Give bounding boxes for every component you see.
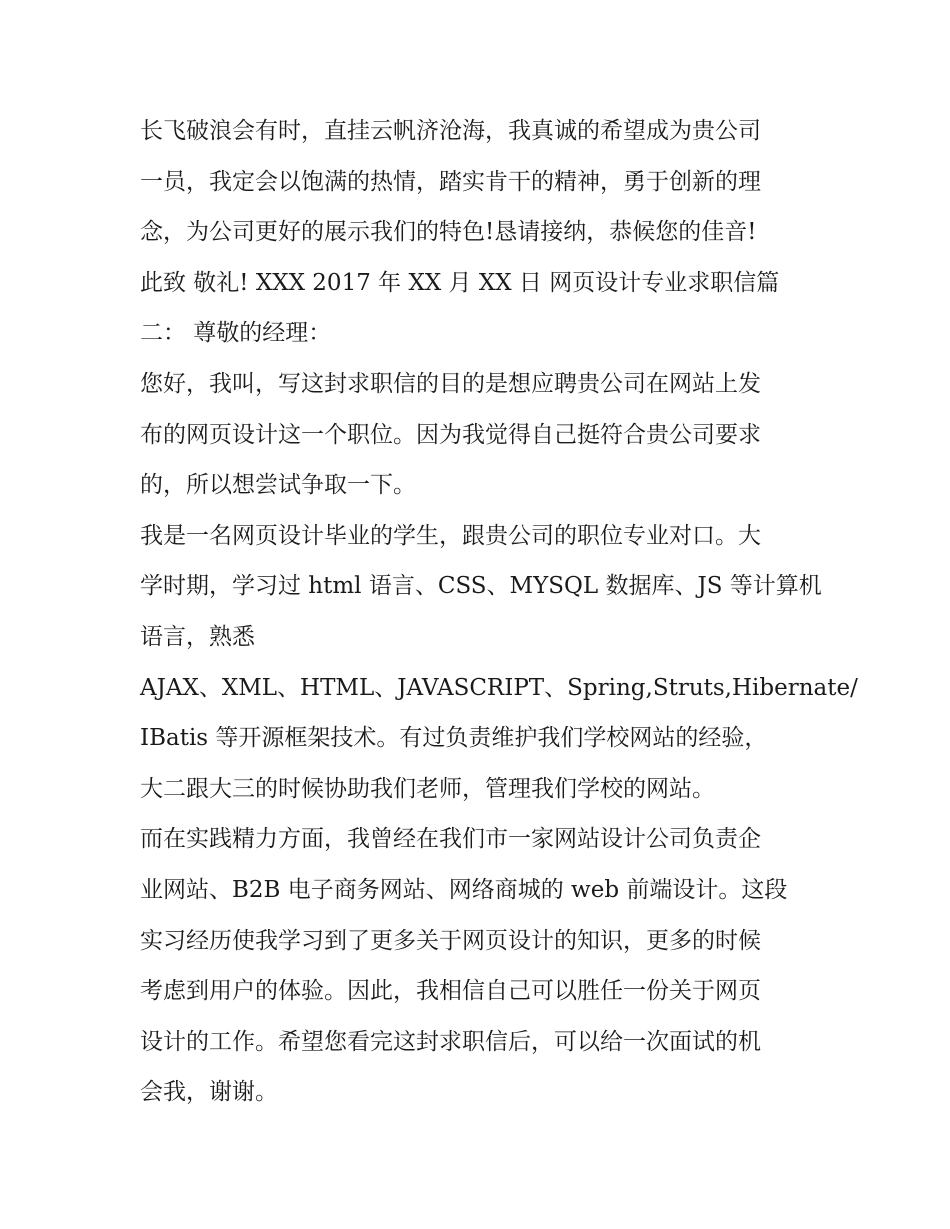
text-line: 学时期，学习过 html 语言、CSS、MYSQL 数据库、JS 等计算机 xyxy=(140,573,822,600)
text-line: 而在实践精力方面，我曾经在我们市一家网站设计公司负责企 xyxy=(140,826,761,853)
text-line: 布的网页设计这一个职位。因为我觉得自己挺符合贵公司要求 xyxy=(140,421,761,448)
text-line: AJAX、XML、HTML、JAVASCRIPT、Spring,Struts,Hibernate/ xyxy=(140,674,858,701)
text-line: 长飞破浪会有时，直挂云帆济沧海，我真诚的希望成为贵公司 xyxy=(140,118,761,144)
text-line: 会我，谢谢。 xyxy=(140,1079,278,1106)
text-line: 业网站、B2B 电子商务网站、网络商城的 web 前端设计。这段 xyxy=(140,876,788,903)
text-line: 二： 尊敬的经理： xyxy=(140,320,332,347)
text-line: 设计的工作。希望您看完这封求职信后，可以给一次面试的机 xyxy=(140,1028,761,1055)
text-line: 大二跟大三的时候协助我们老师，管理我们学校的网站。 xyxy=(140,775,715,802)
text-line: IBatis 等开源框架技术。有过负责维护我们学校网站的经验， xyxy=(140,725,768,752)
text-line: 实习经历使我学习到了更多关于网页设计的知识，更多的时候 xyxy=(140,927,761,954)
text-line: 您好，我叫，写这封求职信的目的是想应聘贵公司在网站上发 xyxy=(140,370,761,397)
text-line: 的，所以想尝试争取一下。 xyxy=(140,472,416,499)
text-line: 我是一名网页设计毕业的学生，跟贵公司的职位专业对口。大 xyxy=(140,522,761,549)
text-line: 一员，我定会以饱满的热情，踏实肯干的精神，勇于创新的理 xyxy=(140,168,761,195)
text-line: 语言，熟悉 xyxy=(140,623,255,650)
letter-body xyxy=(140,106,858,1118)
text-line: 考虑到用户的体验。因此，我相信自己可以胜任一份关于网页 xyxy=(140,978,761,1005)
text-line: 念，为公司更好的展示我们的特色!恳请接纳，恭候您的佳音! xyxy=(140,219,757,246)
text-line: 此致 敬礼! XXX 2017 年 XX 月 XX 日 网页设计专业求职信篇 xyxy=(140,269,780,296)
